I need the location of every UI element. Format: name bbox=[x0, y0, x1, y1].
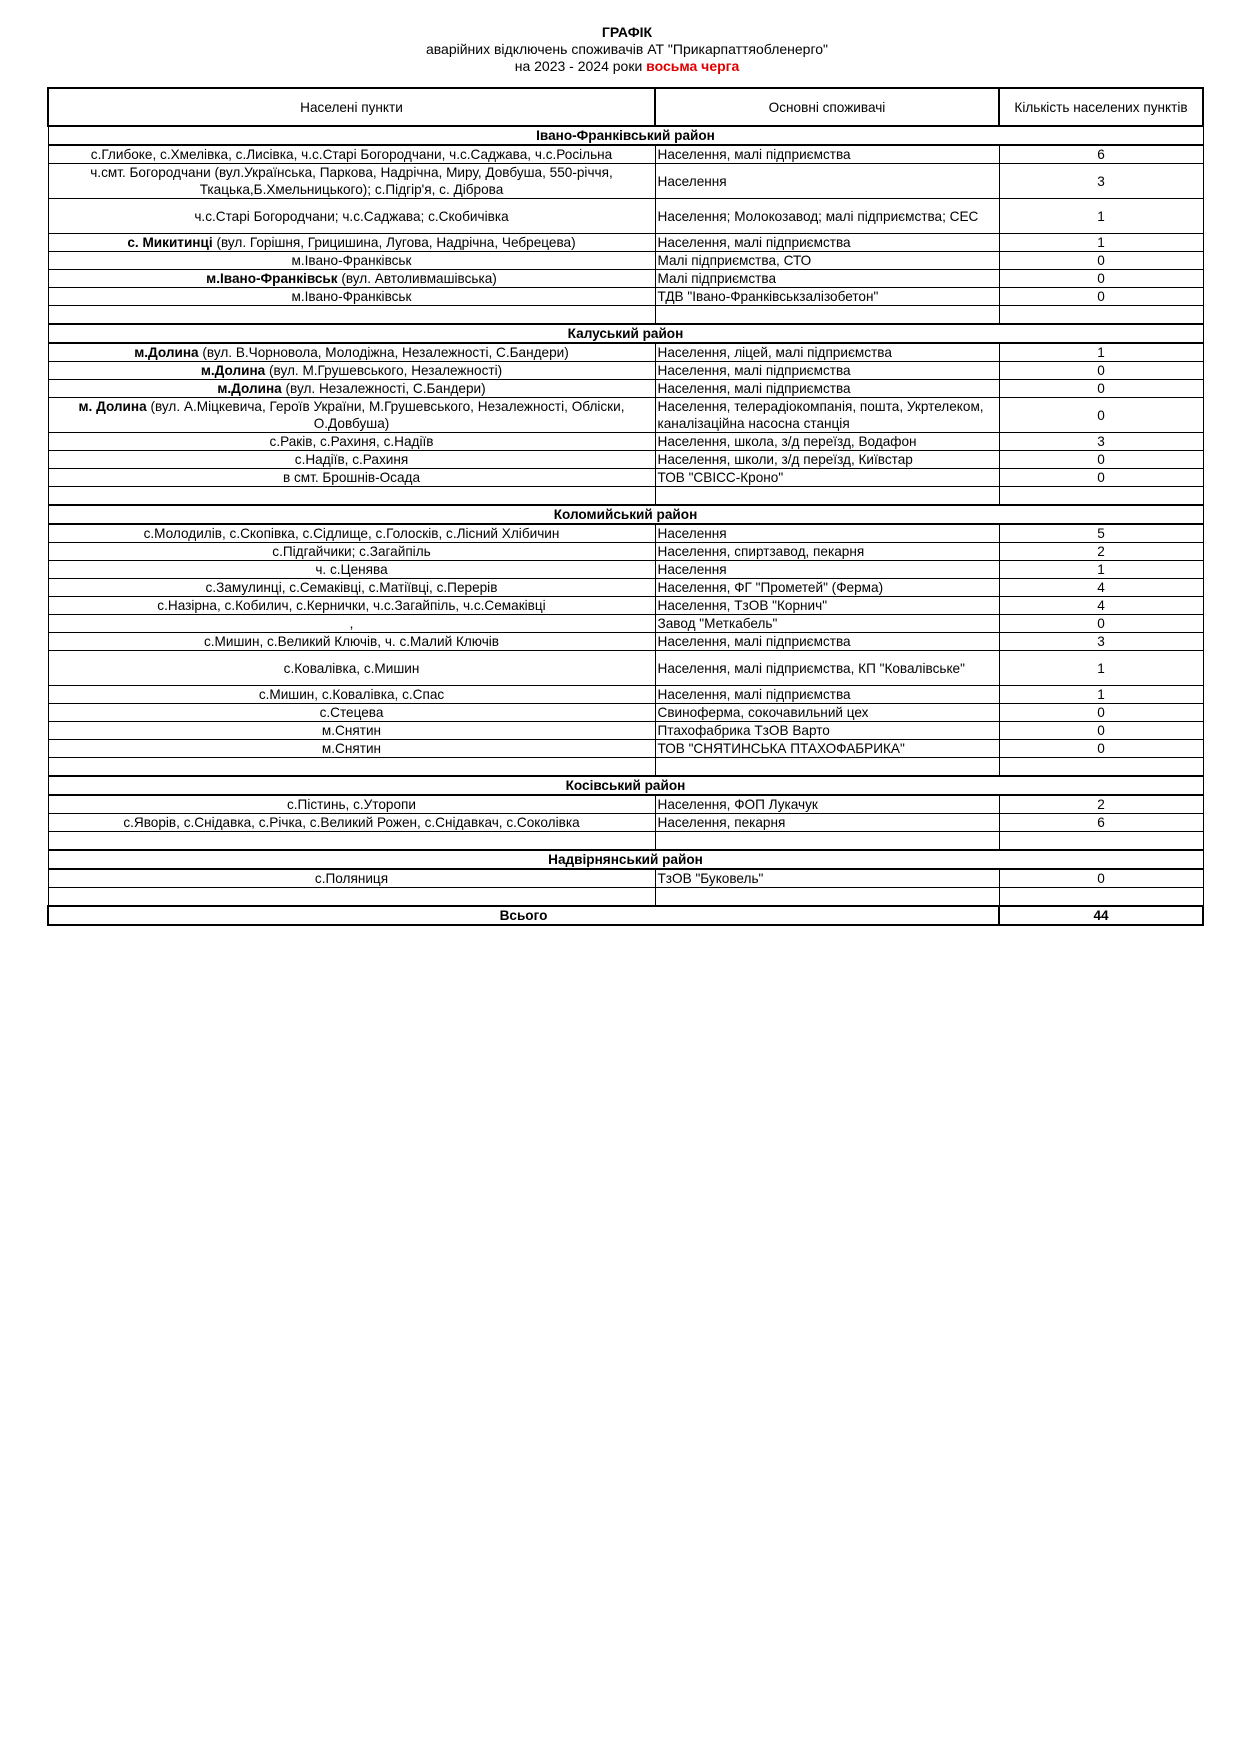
queue-label: восьма черга bbox=[646, 58, 740, 74]
settlement-text: с.Раків, с.Рахиня, с.Надіїв bbox=[269, 434, 434, 449]
consumers-cell: Малі підприємства bbox=[655, 270, 999, 288]
count-cell: 6 bbox=[999, 145, 1203, 164]
table-header-row bbox=[48, 88, 1203, 126]
settlement-text: (вул. Горішня, Грицишина, Лугова, Надрічна, Чебрецева) bbox=[212, 235, 576, 250]
table-row bbox=[48, 164, 1203, 199]
consumers-cell: Населення bbox=[655, 524, 999, 543]
table-row bbox=[48, 270, 1203, 288]
settlements-cell bbox=[48, 633, 655, 651]
consumers-cell: Населення, ТзОВ "Корнич" bbox=[655, 597, 999, 615]
blank-cell bbox=[655, 832, 999, 851]
count-cell: 3 bbox=[999, 633, 1203, 651]
blank-cell bbox=[999, 758, 1203, 777]
consumers-cell: Населення, ФГ "Прометей" (Ферма) bbox=[655, 579, 999, 597]
table-row bbox=[48, 579, 1203, 597]
settlements-cell bbox=[48, 234, 655, 252]
consumers-cell: Населення, малі підприємства bbox=[655, 145, 999, 164]
settlements-cell bbox=[48, 199, 655, 234]
consumers-cell: ТОВ "СНЯТИНСЬКА ПТАХОФАБРИКА" bbox=[655, 740, 999, 758]
consumers-cell: Завод "Меткабель" bbox=[655, 615, 999, 633]
district-row bbox=[48, 776, 1203, 795]
settlements-cell bbox=[48, 814, 655, 832]
consumers-cell: Населення, малі підприємства bbox=[655, 633, 999, 651]
table-row bbox=[48, 433, 1203, 451]
district-name: Калуський район bbox=[48, 324, 1203, 343]
document-period bbox=[0, 58, 1240, 75]
blank-cell bbox=[48, 487, 655, 506]
blank-cell bbox=[999, 487, 1203, 506]
count-cell: 3 bbox=[999, 164, 1203, 199]
settlement-text: с.Стецева bbox=[319, 705, 384, 720]
consumers-cell: Населення, ФОП Лукачук bbox=[655, 795, 999, 814]
settlement-text: с.Поляниця bbox=[314, 871, 389, 886]
table-row bbox=[48, 234, 1203, 252]
table-row bbox=[48, 633, 1203, 651]
column-header-settlements: Населені пункти bbox=[48, 88, 655, 126]
consumers-cell: Населення, малі підприємства bbox=[655, 362, 999, 380]
settlement-text: ч.смт. Богородчани (вул.Українська, Паркова, Надрічна, Миру, Довбуша, 550-річчя, Ткацька,Б.Хмельницького); с.Підгір'я, с. Діброва bbox=[90, 165, 613, 197]
table-row bbox=[48, 380, 1203, 398]
settlements-cell bbox=[48, 252, 655, 270]
consumers-cell: Свиноферма, сокочавильний цех bbox=[655, 704, 999, 722]
count-cell: 1 bbox=[999, 199, 1203, 234]
settlements-cell bbox=[48, 362, 655, 380]
settlement-text: с.Замулинці, с.Семаківці, с.Матіївці, с.Перерів bbox=[205, 580, 498, 595]
settlement-text: (вул. Незалежності, С.Бандери) bbox=[281, 381, 486, 396]
settlements-cell bbox=[48, 145, 655, 164]
blank-cell bbox=[48, 888, 655, 907]
settlements-cell bbox=[48, 579, 655, 597]
settlements-cell bbox=[48, 543, 655, 561]
consumers-cell: Населення, пекарня bbox=[655, 814, 999, 832]
table-row bbox=[48, 288, 1203, 306]
schedule-table-container bbox=[47, 87, 1202, 926]
settlements-cell bbox=[48, 740, 655, 758]
settlement-text: с.Надіїв, с.Рахиня bbox=[294, 452, 409, 467]
consumers-cell: Населення, малі підприємства bbox=[655, 686, 999, 704]
settlements-cell bbox=[48, 651, 655, 686]
blank-row bbox=[48, 487, 1203, 506]
settlement-text: (вул. М.Грушевського, Незалежності) bbox=[265, 363, 503, 378]
table-row bbox=[48, 145, 1203, 164]
settlements-cell bbox=[48, 561, 655, 579]
settlement-text: м.Снятин bbox=[321, 723, 382, 738]
table-row bbox=[48, 740, 1203, 758]
table-row bbox=[48, 561, 1203, 579]
settlement-text: с.Назірна, с.Кобилич, с.Кернички, ч.с.Загайпіль, ч.с.Семаківці bbox=[157, 598, 546, 613]
column-header-count: Кількість населених пунктів bbox=[999, 88, 1203, 126]
consumers-cell: Населення, спиртзавод, пекарня bbox=[655, 543, 999, 561]
settlements-cell bbox=[48, 451, 655, 469]
count-cell: 0 bbox=[999, 722, 1203, 740]
count-cell: 0 bbox=[999, 380, 1203, 398]
settlements-cell bbox=[48, 398, 655, 433]
count-cell: 1 bbox=[999, 686, 1203, 704]
blank-cell bbox=[48, 306, 655, 325]
period-text: на 2023 - 2024 роки bbox=[514, 58, 647, 74]
settlements-cell bbox=[48, 686, 655, 704]
count-cell: 2 bbox=[999, 543, 1203, 561]
count-cell: 0 bbox=[999, 451, 1203, 469]
settlements-cell bbox=[48, 469, 655, 487]
consumers-cell: Малі підприємства, СТО bbox=[655, 252, 999, 270]
consumers-cell: Населення, ліцей, малі підприємства bbox=[655, 343, 999, 362]
district-name: Коломийський район bbox=[48, 505, 1203, 524]
settlements-cell bbox=[48, 869, 655, 888]
count-cell: 0 bbox=[999, 288, 1203, 306]
settlement-text: , bbox=[349, 616, 354, 631]
count-cell: 1 bbox=[999, 651, 1203, 686]
table-row bbox=[48, 524, 1203, 543]
settlement-text: м.Івано-Франківськ bbox=[291, 253, 412, 268]
district-row bbox=[48, 324, 1203, 343]
settlement-text: с.Молодилів, с.Скопівка, с.Сідлище, с.Голосків, с.Лісний Хлібичин bbox=[143, 526, 560, 541]
count-cell: 0 bbox=[999, 869, 1203, 888]
blank-cell bbox=[655, 758, 999, 777]
settlements-cell bbox=[48, 524, 655, 543]
settlement-bold: м.Долина bbox=[134, 345, 199, 360]
district-name: Надвірнянський район bbox=[48, 850, 1203, 869]
blank-cell bbox=[655, 888, 999, 907]
consumers-cell: Населення, малі підприємства bbox=[655, 234, 999, 252]
blank-row bbox=[48, 758, 1203, 777]
consumers-cell: Населення bbox=[655, 561, 999, 579]
consumers-cell: Птахофабрика ТзОВ Варто bbox=[655, 722, 999, 740]
count-cell: 1 bbox=[999, 561, 1203, 579]
table-row bbox=[48, 469, 1203, 487]
blank-row bbox=[48, 306, 1203, 325]
count-cell: 0 bbox=[999, 362, 1203, 380]
count-cell: 0 bbox=[999, 740, 1203, 758]
consumers-cell: ТДВ "Івано-Франківськзалізобетон" bbox=[655, 288, 999, 306]
consumers-cell: Населення, школи, з/д переїзд, Київстар bbox=[655, 451, 999, 469]
settlement-text: с.Ковалівка, с.Мишин bbox=[283, 660, 420, 676]
count-cell: 6 bbox=[999, 814, 1203, 832]
table-row bbox=[48, 869, 1203, 888]
consumers-cell: ТзОВ "Буковель" bbox=[655, 869, 999, 888]
table-row bbox=[48, 795, 1203, 814]
count-cell: 2 bbox=[999, 795, 1203, 814]
total-row bbox=[48, 906, 1203, 925]
table-row bbox=[48, 451, 1203, 469]
column-header-consumers: Основні споживачі bbox=[655, 88, 999, 126]
settlement-bold: м.Долина bbox=[217, 381, 282, 396]
table-row bbox=[48, 398, 1203, 433]
total-value: 44 bbox=[999, 906, 1203, 925]
blank-cell bbox=[999, 888, 1203, 907]
district-name: Івано-Франківський район bbox=[48, 126, 1203, 145]
count-cell: 4 bbox=[999, 579, 1203, 597]
settlement-text: (вул. А.Міцкевича, Героїв України, М.Грушевського, Незалежності, Обліски, О.Довбуша) bbox=[146, 399, 625, 431]
table-row bbox=[48, 199, 1203, 234]
count-cell: 0 bbox=[999, 469, 1203, 487]
document-subtitle: аварійних відключень споживачів АТ "Прикарпаттяобленерго" bbox=[425, 41, 829, 57]
settlements-cell bbox=[48, 722, 655, 740]
settlement-text: с.Підгайчики; с.Загайпіль bbox=[272, 544, 431, 559]
settlement-text: (вул. В.Чорновола, Молодіжна, Незалежності, С.Бандери) bbox=[198, 345, 569, 360]
table-row bbox=[48, 343, 1203, 362]
count-cell: 0 bbox=[999, 704, 1203, 722]
settlement-text: с.Мишин, с.Ковалівка, с.Спас bbox=[258, 687, 445, 702]
table-row bbox=[48, 252, 1203, 270]
blank-cell bbox=[48, 832, 655, 851]
consumers-cell: Населення, школа, з/д переїзд, Водафон bbox=[655, 433, 999, 451]
table-row bbox=[48, 686, 1203, 704]
settlements-cell bbox=[48, 433, 655, 451]
settlement-text: (вул. Автоливмашівська) bbox=[337, 271, 497, 286]
consumers-cell: ТОВ "СВІСС-Кроно" bbox=[655, 469, 999, 487]
settlements-cell bbox=[48, 795, 655, 814]
table-row bbox=[48, 362, 1203, 380]
settlement-bold: м.Івано-Франківськ bbox=[206, 271, 338, 286]
count-cell: 0 bbox=[999, 252, 1203, 270]
settlement-bold: с. Микитинці bbox=[127, 235, 213, 250]
table-row bbox=[48, 651, 1203, 686]
settlements-cell bbox=[48, 380, 655, 398]
blank-cell bbox=[48, 758, 655, 777]
settlement-text: ч.с.Старі Богородчани; ч.с.Саджава; с.Скобичівка bbox=[194, 208, 509, 224]
blank-cell bbox=[999, 306, 1203, 325]
blank-cell bbox=[655, 306, 999, 325]
settlement-text: м.Івано-Франківськ bbox=[291, 289, 412, 304]
district-row bbox=[48, 505, 1203, 524]
settlement-bold: м.Долина bbox=[200, 363, 266, 378]
settlement-text: с.Глибоке, с.Хмелівка, с.Лисівка, ч.с.Старі Богородчани, ч.с.Саджава, ч.с.Росільна bbox=[90, 147, 613, 162]
settlements-cell bbox=[48, 164, 655, 199]
settlement-bold: м. Долина bbox=[78, 399, 147, 414]
blank-row bbox=[48, 888, 1203, 907]
schedule-table bbox=[47, 87, 1204, 926]
document-header bbox=[0, 24, 1240, 75]
district-row bbox=[48, 850, 1203, 869]
count-cell: 0 bbox=[999, 398, 1203, 433]
document-title: ГРАФІК bbox=[601, 24, 653, 40]
settlement-text: с.Яворів, с.Снідавка, с.Річка, с.Великий Рожен, с.Снідавкач, с.Соколівка bbox=[123, 815, 580, 830]
settlements-cell bbox=[48, 597, 655, 615]
count-cell: 4 bbox=[999, 597, 1203, 615]
blank-row bbox=[48, 832, 1203, 851]
consumers-cell: Населення; Молокозавод; малі підприємства; СЕС bbox=[655, 199, 999, 234]
settlements-cell bbox=[48, 270, 655, 288]
settlement-text: ч. с.Ценява bbox=[315, 562, 388, 577]
count-cell: 5 bbox=[999, 524, 1203, 543]
consumers-cell: Населення bbox=[655, 164, 999, 199]
consumers-cell: Населення, телерадіокомпанія, пошта, Укртелеком, каналізаційна насосна станція bbox=[655, 398, 999, 433]
table-row bbox=[48, 722, 1203, 740]
count-cell: 1 bbox=[999, 343, 1203, 362]
table-row bbox=[48, 543, 1203, 561]
settlements-cell bbox=[48, 615, 655, 633]
count-cell: 3 bbox=[999, 433, 1203, 451]
blank-cell bbox=[999, 832, 1203, 851]
settlement-text: с.Пістинь, с.Уторопи bbox=[286, 797, 417, 812]
settlements-cell bbox=[48, 343, 655, 362]
settlement-text: в смт. Брошнів-Осада bbox=[282, 470, 421, 485]
table-row bbox=[48, 615, 1203, 633]
settlements-cell bbox=[48, 288, 655, 306]
table-row bbox=[48, 704, 1203, 722]
settlements-cell bbox=[48, 704, 655, 722]
district-row bbox=[48, 126, 1203, 145]
blank-cell bbox=[655, 487, 999, 506]
consumers-cell: Населення, малі підприємства bbox=[655, 380, 999, 398]
count-cell: 0 bbox=[999, 615, 1203, 633]
settlement-text: с.Мишин, с.Великий Ключів, ч. с.Малий Ключів bbox=[203, 634, 500, 649]
count-cell: 1 bbox=[999, 234, 1203, 252]
count-cell: 0 bbox=[999, 270, 1203, 288]
district-name: Косівський район bbox=[48, 776, 1203, 795]
settlement-text: м.Снятин bbox=[321, 741, 382, 756]
consumers-cell: Населення, малі підприємства, КП "Ковалівське" bbox=[655, 651, 999, 686]
table-row bbox=[48, 814, 1203, 832]
total-label: Всього bbox=[48, 906, 999, 925]
table-row bbox=[48, 597, 1203, 615]
